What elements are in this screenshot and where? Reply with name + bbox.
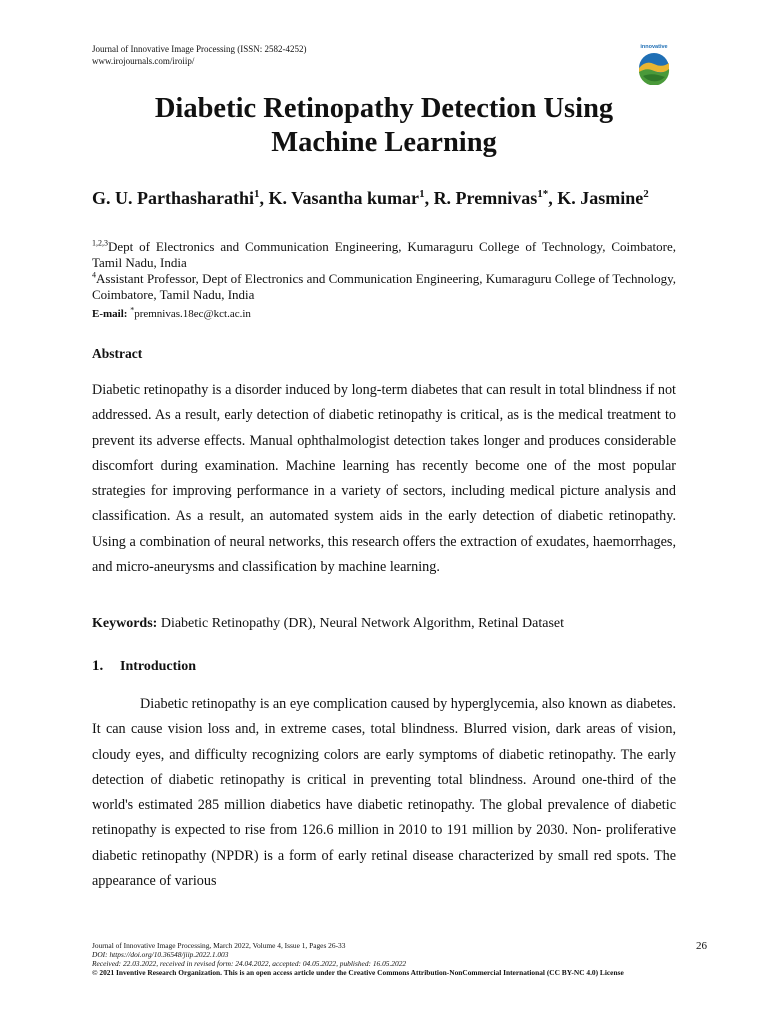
author-affil-mark: 1 [419, 188, 425, 200]
author-separator: , [424, 188, 434, 208]
introduction-text: Diabetic retinopathy is an eye complication caused by hyperglycemia, also known as diabetes. It can cause vision loss and, in extreme cases, total blindness. Blurred vision, dark areas of vision, cloudy eyes, and difficulty recognizing colors are early symptoms of diabetic retinopathy. The early detection of diabetic retinopathy is critical in preventing total blindness. Around one-third of the world's estimated 285 million diabetics have diabetic retinopathy. The global prevalence of diabetic retinopathy is expected to rise from 126.6 million in 2010 to 191 million by 2030. Non- proliferative diabetic retinopathy (NPDR) is a form of early retinal disease characterized by small red spots. The appearance of various [92, 696, 676, 890]
keywords [92, 615, 564, 633]
affiliation [92, 271, 676, 303]
page-number: 26 [696, 940, 707, 952]
contact-email [92, 305, 251, 321]
author-separator: , [259, 188, 269, 208]
author-name: R. Premnivas [433, 188, 538, 208]
paper-title [92, 92, 676, 160]
footer-license: © 2021 Inventive Research Organization. This is an open access article under the Creative Commons Attribution-NonCommercial International (CC BY-NC 4.0) License [92, 968, 624, 978]
author-affil-mark: 1* [537, 188, 549, 200]
page-footer [92, 941, 676, 977]
section-heading [92, 658, 196, 675]
author-name: K. Vasantha kumar [268, 188, 420, 208]
footer-doi[interactable]: DOI: https://doi.org/10.36548/jiip.2022.1.003 [92, 950, 229, 960]
title-line-1: Diabetic Retinopathy Detection Using [154, 93, 614, 124]
footer-citation: Journal of Innovative Image Processing, March 2022, Volume 4, Issue 1, Pages 26-33 [92, 941, 346, 950]
journal-url[interactable]: www.irojournals.com/iroiip/ [92, 55, 195, 66]
journal-logo-icon [632, 41, 676, 85]
author-separator: , [548, 188, 558, 208]
email-mark: * [130, 305, 135, 315]
keywords-text: Diabetic Retinopathy (DR), Neural Network Algorithm, Retinal Dataset [160, 616, 565, 631]
author-affil-mark: 1 [254, 188, 260, 200]
affiliation-mark: 1,2,3 [92, 238, 108, 248]
affiliation [92, 239, 676, 271]
title-line-2: Machine Learning [271, 127, 497, 158]
email-label: E-mail: [92, 308, 128, 320]
journal-name: Journal of Innovative Image Processing (ISSN: 2582-4252) [92, 44, 307, 54]
journal-header [92, 44, 306, 67]
author-name: G. U. Parthasharathi [92, 188, 254, 208]
keywords-label: Keywords: [92, 616, 158, 631]
footer-dates: Received: 22.03.2022, received in revised form: 24.04.2022, accepted: 04.05.2022, published: 16.05.2022 [92, 959, 407, 969]
section-number: 1. [92, 658, 104, 674]
affiliation-text: Dept of Electronics and Communication Engineering, Kumaraguru College of Technology, Coimbatore, Tamil Nadu, India [92, 239, 676, 270]
abstract-text: Diabetic retinopathy is a disorder induced by long-term diabetes that can result in total blindness if not addressed. As a result, early detection of diabetic retinopathy is critical, as is the medical treatment to prevent its adverse effects. Manual ophthalmologist detection takes longer and produces considerable discomfort during examination. Machine learning has recently become one of the most popular strategies for improving performance in a variety of sectors, including medical picture analysis and classification. As a result, an automated system aids in the early detection of diabetic retinopathy. Using a combination of neural networks, this research offers the extraction of exudates, haemorrhages, and micro-aneurysms and classification by machine learning. [92, 382, 676, 576]
author-name: K. Jasmine [557, 188, 644, 208]
abstract-heading: Abstract [92, 346, 143, 361]
affiliation-mark: 4 [92, 270, 96, 280]
author-list [92, 187, 676, 210]
email-address[interactable]: premnivas.18ec@kct.ac.in [134, 308, 251, 320]
affiliation-text: Assistant Professor, Dept of Electronics and Communication Engineering, Kumaraguru College of Technology, Coimbatore, Tamil Nadu, India [92, 271, 676, 302]
author-affil-mark: 2 [643, 188, 649, 200]
logo-wordmark: innovative [640, 44, 668, 50]
section-title: Introduction [120, 659, 196, 674]
